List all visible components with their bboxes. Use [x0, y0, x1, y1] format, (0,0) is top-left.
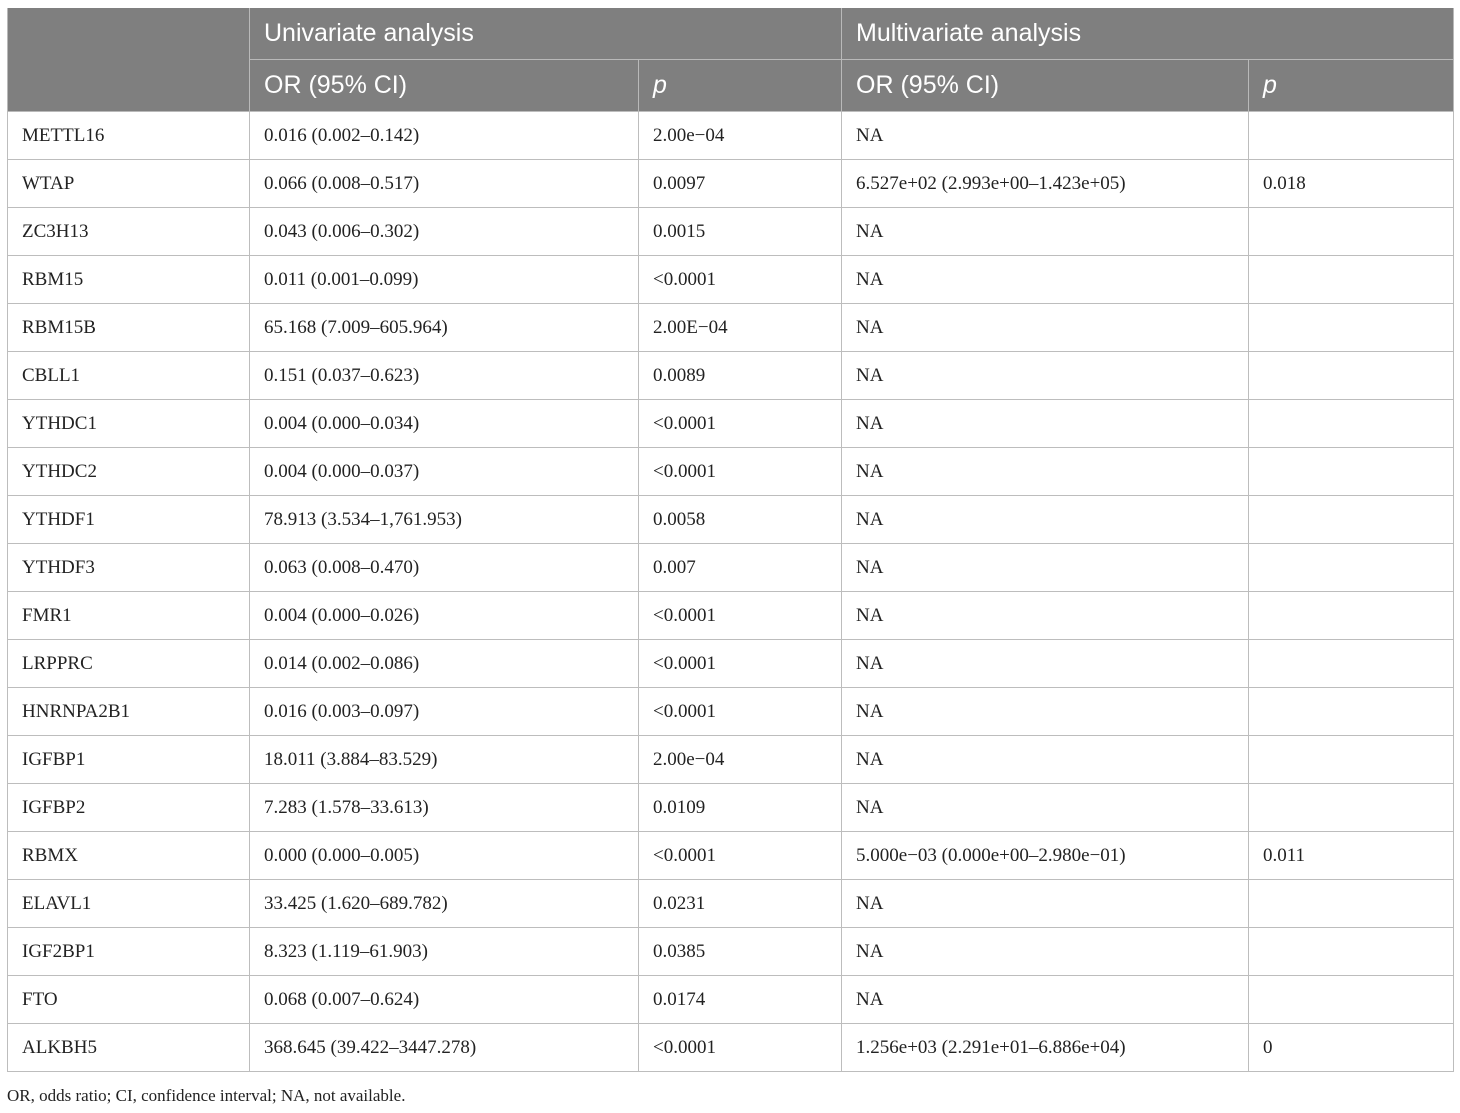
cell-univariate-p: 0.0015 [639, 208, 842, 256]
table-row [8, 304, 1454, 352]
cell-univariate-p: 0.0058 [639, 496, 842, 544]
cell-multivariate-p [1249, 544, 1454, 592]
table-footnote: OR, odds ratio; CI, confidence interval; NA, not available. [7, 1086, 406, 1105]
table-row [8, 784, 1454, 832]
table-row [8, 208, 1454, 256]
table-row [8, 544, 1454, 592]
cell-multivariate-or-ci: NA [842, 352, 1249, 400]
cell-gene: FMR1 [8, 592, 250, 640]
cell-univariate-or-ci: 0.000 (0.000–0.005) [250, 832, 639, 880]
table-row [8, 1024, 1454, 1072]
header-univariate-or-ci: OR (95% CI) [250, 60, 639, 112]
cell-multivariate-p [1249, 352, 1454, 400]
cell-multivariate-or-ci: NA [842, 112, 1249, 160]
cell-multivariate-p [1249, 400, 1454, 448]
table-row [8, 688, 1454, 736]
cell-multivariate-p [1249, 112, 1454, 160]
cell-univariate-p: 0.0089 [639, 352, 842, 400]
cell-gene: YTHDC2 [8, 448, 250, 496]
cell-multivariate-p [1249, 784, 1454, 832]
cell-univariate-or-ci: 0.004 (0.000–0.026) [250, 592, 639, 640]
cell-gene: IGFBP2 [8, 784, 250, 832]
cell-gene: YTHDF1 [8, 496, 250, 544]
cell-univariate-p: <0.0001 [639, 1024, 842, 1072]
cell-univariate-p: 2.00e−04 [639, 736, 842, 784]
cell-univariate-or-ci: 78.913 (3.534–1,761.953) [250, 496, 639, 544]
cell-multivariate-p [1249, 256, 1454, 304]
table-row [8, 160, 1454, 208]
header-multivariate-or-ci: OR (95% CI) [842, 60, 1249, 112]
cell-multivariate-p [1249, 640, 1454, 688]
header-univariate-p: p [639, 60, 842, 112]
cell-univariate-or-ci: 0.068 (0.007–0.624) [250, 976, 639, 1024]
header-multivariate-group: Multivariate analysis [842, 8, 1454, 60]
cell-multivariate-p [1249, 592, 1454, 640]
table-row [8, 928, 1454, 976]
cell-univariate-p: <0.0001 [639, 640, 842, 688]
cell-multivariate-or-ci: NA [842, 208, 1249, 256]
table-row [8, 448, 1454, 496]
cell-gene: METTL16 [8, 112, 250, 160]
cell-univariate-or-ci: 0.014 (0.002–0.086) [250, 640, 639, 688]
cell-multivariate-or-ci: NA [842, 640, 1249, 688]
cell-univariate-p: 0.0385 [639, 928, 842, 976]
cell-univariate-p: <0.0001 [639, 592, 842, 640]
cell-gene: WTAP [8, 160, 250, 208]
cell-multivariate-p [1249, 736, 1454, 784]
cell-univariate-p: 0.007 [639, 544, 842, 592]
cell-gene: ELAVL1 [8, 880, 250, 928]
cell-multivariate-or-ci: NA [842, 496, 1249, 544]
table-row [8, 880, 1454, 928]
cell-multivariate-p [1249, 688, 1454, 736]
cell-univariate-p: <0.0001 [639, 448, 842, 496]
cell-multivariate-or-ci: NA [842, 880, 1249, 928]
cell-univariate-p: 2.00e−04 [639, 112, 842, 160]
cell-multivariate-p: 0.011 [1249, 832, 1454, 880]
cell-gene: RBMX [8, 832, 250, 880]
table-row [8, 736, 1454, 784]
cell-multivariate-p [1249, 304, 1454, 352]
cell-multivariate-p [1249, 448, 1454, 496]
cell-univariate-or-ci: 0.016 (0.002–0.142) [250, 112, 639, 160]
cell-univariate-or-ci: 0.004 (0.000–0.037) [250, 448, 639, 496]
table-row [8, 400, 1454, 448]
header-multivariate-p: p [1249, 60, 1454, 112]
cell-multivariate-or-ci: NA [842, 784, 1249, 832]
cell-univariate-p: <0.0001 [639, 256, 842, 304]
cell-univariate-or-ci: 0.043 (0.006–0.302) [250, 208, 639, 256]
cell-univariate-p: 0.0231 [639, 880, 842, 928]
cell-multivariate-p [1249, 496, 1454, 544]
cell-univariate-p: <0.0001 [639, 400, 842, 448]
cell-gene: LRPPRC [8, 640, 250, 688]
cell-gene: ALKBH5 [8, 1024, 250, 1072]
cell-multivariate-or-ci: 1.256e+03 (2.291e+01–6.886e+04) [842, 1024, 1249, 1072]
cell-multivariate-p [1249, 880, 1454, 928]
table-row [8, 256, 1454, 304]
cell-multivariate-or-ci: NA [842, 256, 1249, 304]
cell-gene: IGF2BP1 [8, 928, 250, 976]
cell-multivariate-p [1249, 928, 1454, 976]
cell-univariate-or-ci: 0.066 (0.008–0.517) [250, 160, 639, 208]
cell-univariate-p: 2.00E−04 [639, 304, 842, 352]
cell-multivariate-p [1249, 976, 1454, 1024]
cell-multivariate-or-ci: NA [842, 400, 1249, 448]
cell-multivariate-or-ci: NA [842, 304, 1249, 352]
table-row [8, 640, 1454, 688]
cell-multivariate-or-ci: 6.527e+02 (2.993e+00–1.423e+05) [842, 160, 1249, 208]
header-group-row [8, 8, 1454, 60]
cell-gene: YTHDF3 [8, 544, 250, 592]
header-univariate-group: Univariate analysis [250, 8, 842, 60]
cell-multivariate-or-ci: NA [842, 736, 1249, 784]
cell-univariate-p: 0.0174 [639, 976, 842, 1024]
cell-univariate-or-ci: 368.645 (39.422–3447.278) [250, 1024, 639, 1072]
regression-table-container [7, 8, 1453, 1072]
cell-univariate-p: 0.0109 [639, 784, 842, 832]
cell-univariate-p: <0.0001 [639, 832, 842, 880]
cell-gene: ZC3H13 [8, 208, 250, 256]
cell-multivariate-p: 0.018 [1249, 160, 1454, 208]
cell-multivariate-or-ci: NA [842, 592, 1249, 640]
cell-gene: FTO [8, 976, 250, 1024]
cell-multivariate-or-ci: NA [842, 688, 1249, 736]
table-row [8, 352, 1454, 400]
cell-multivariate-or-ci: 5.000e−03 (0.000e+00–2.980e−01) [842, 832, 1249, 880]
cell-multivariate-or-ci: NA [842, 544, 1249, 592]
cell-univariate-or-ci: 7.283 (1.578–33.613) [250, 784, 639, 832]
table-row [8, 976, 1454, 1024]
cell-gene: RBM15 [8, 256, 250, 304]
cell-multivariate-or-ci: NA [842, 928, 1249, 976]
cell-gene: RBM15B [8, 304, 250, 352]
cell-multivariate-p: 0 [1249, 1024, 1454, 1072]
cell-gene: IGFBP1 [8, 736, 250, 784]
cell-univariate-or-ci: 18.011 (3.884–83.529) [250, 736, 639, 784]
cell-univariate-p: <0.0001 [639, 688, 842, 736]
cell-multivariate-or-ci: NA [842, 976, 1249, 1024]
regression-table [7, 8, 1454, 1072]
table-header [8, 8, 1454, 112]
table-row [8, 112, 1454, 160]
header-gene-column [8, 8, 250, 112]
cell-gene: HNRNPA2B1 [8, 688, 250, 736]
table-row [8, 496, 1454, 544]
cell-multivariate-or-ci: NA [842, 448, 1249, 496]
cell-univariate-or-ci: 65.168 (7.009–605.964) [250, 304, 639, 352]
cell-univariate-p: 0.0097 [639, 160, 842, 208]
cell-univariate-or-ci: 0.011 (0.001–0.099) [250, 256, 639, 304]
cell-multivariate-p [1249, 208, 1454, 256]
cell-univariate-or-ci: 0.004 (0.000–0.034) [250, 400, 639, 448]
cell-gene: CBLL1 [8, 352, 250, 400]
table-row [8, 592, 1454, 640]
cell-univariate-or-ci: 0.063 (0.008–0.470) [250, 544, 639, 592]
cell-univariate-or-ci: 8.323 (1.119–61.903) [250, 928, 639, 976]
cell-univariate-or-ci: 33.425 (1.620–689.782) [250, 880, 639, 928]
table-row [8, 832, 1454, 880]
cell-gene: YTHDC1 [8, 400, 250, 448]
cell-univariate-or-ci: 0.016 (0.003–0.097) [250, 688, 639, 736]
table-body [8, 112, 1454, 1072]
cell-univariate-or-ci: 0.151 (0.037–0.623) [250, 352, 639, 400]
